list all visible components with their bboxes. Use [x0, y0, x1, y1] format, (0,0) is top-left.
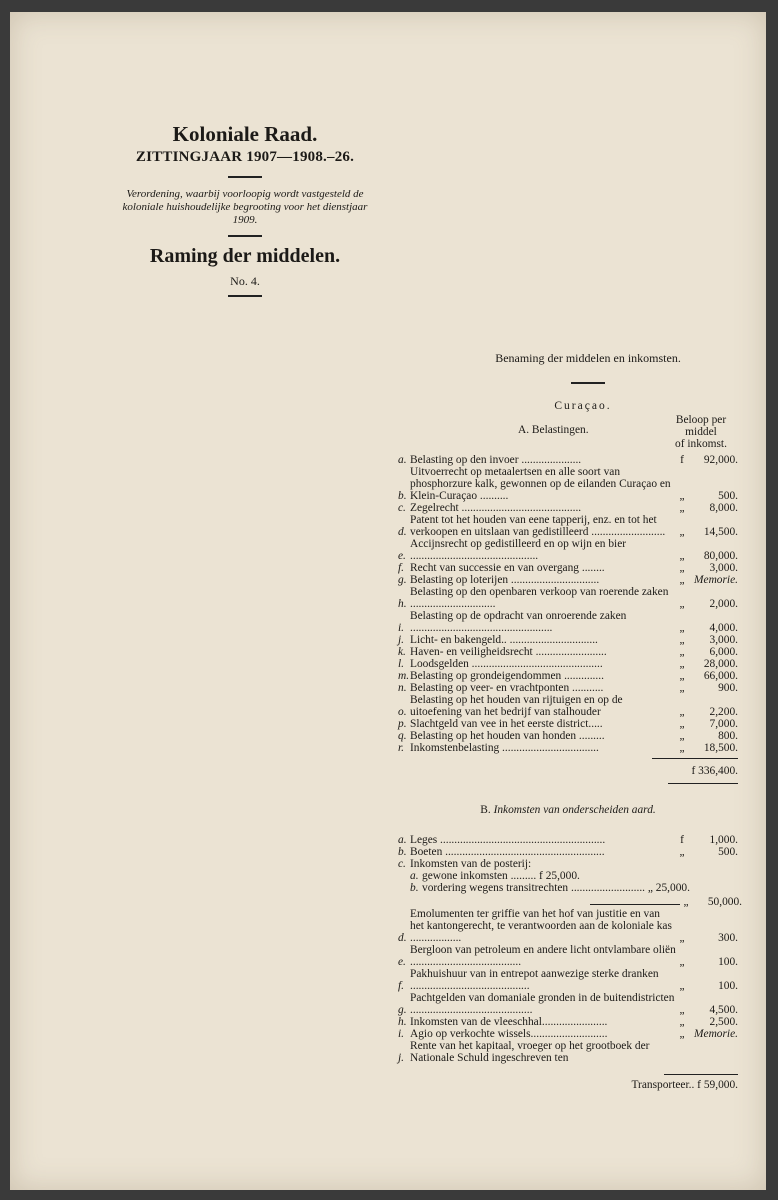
- row-text: Belasting op den invoer .....................: [410, 454, 582, 466]
- table-row: [398, 454, 738, 466]
- row-amount: 80,000.: [703, 550, 738, 562]
- row-amount: 300.: [718, 932, 738, 944]
- row-letter: d.: [398, 932, 407, 944]
- row-text: Leges ..........................................................: [410, 834, 606, 846]
- row-currency: „: [679, 846, 685, 858]
- row-amount: 100.: [718, 956, 738, 968]
- row-currency: „: [679, 718, 685, 730]
- row-amount: 4,000.: [709, 622, 738, 634]
- row-text: Pachtgelden van domaniale gronden in de buitendistricten ...........................................: [410, 992, 675, 1016]
- table-row: [398, 634, 738, 646]
- row-amount: 2,000.: [709, 598, 738, 610]
- table-row: [398, 502, 738, 514]
- row-text: Zegelrecht ..........................................: [410, 502, 582, 514]
- row-letter: b.: [398, 846, 407, 858]
- council-title: Koloniale Raad.: [172, 122, 318, 146]
- row-text: Belasting op het houden van rijtuigen en op de uitoefening van het bedrijf van stalhouder: [410, 694, 623, 718]
- amount-header-line-1: Beloop per: [675, 414, 727, 426]
- row-amount: 18,500.: [703, 742, 738, 754]
- row-amount: 8,000.: [709, 502, 738, 514]
- row-letter: c.: [398, 858, 406, 870]
- table-row: [398, 610, 738, 634]
- sub-row-letter: a.: [410, 870, 419, 882]
- row-letter: h.: [398, 1016, 407, 1028]
- row-amount: 500.: [718, 846, 738, 858]
- row-amount: 3,000.: [709, 562, 738, 574]
- row-letter: n.: [398, 682, 407, 694]
- row-text: Inkomsten van de posterij:: [410, 858, 532, 870]
- row-text: Uitvoerrecht op metaalertsen en alle soort van phosphorzure kalk, gewonnen op de eilanden Curaçao en Klein-Curaçao ..........: [410, 466, 671, 502]
- row-currency: „: [679, 1028, 685, 1040]
- row-letter: l.: [398, 658, 405, 670]
- table-heading: Benaming der middelen en inkomsten.: [495, 351, 681, 365]
- table-row: [398, 742, 738, 754]
- row-letter: p.: [398, 718, 407, 730]
- section-b-header: [398, 804, 738, 816]
- row-text: Agio op verkochte wissels...........................: [410, 1028, 608, 1040]
- row-currency: „: [679, 598, 685, 610]
- section-a-total: f 336,400.: [691, 765, 738, 777]
- row-amount: 92,000.: [703, 454, 738, 466]
- table-row: [398, 586, 738, 610]
- table-row: [398, 682, 738, 694]
- row-text: Belasting op grondeigendommen ..............: [410, 670, 604, 682]
- table-row: [398, 896, 742, 908]
- row-currency: „: [679, 730, 685, 742]
- row-amount: 66,000.: [703, 670, 738, 682]
- total-rule: [652, 758, 738, 759]
- row-currency: „: [679, 932, 685, 944]
- header-divider-3: [228, 295, 262, 297]
- section-a-header: [398, 414, 738, 454]
- row-currency: „: [679, 550, 685, 562]
- row-currency: „: [679, 1016, 685, 1028]
- row-currency: „: [679, 1004, 685, 1016]
- row-text: Inkomsten van de vleeschhal.......................: [410, 1016, 608, 1028]
- revenue-table: [398, 351, 742, 1091]
- table-row: [398, 466, 738, 502]
- row-letter: o.: [398, 706, 407, 718]
- section-b-rows: [398, 834, 738, 858]
- table-row: [398, 992, 738, 1016]
- row-text: Emolumenten ter griffie van het hof van justitie en van het kantongerecht, te verantwoorden aan de koloniale kas ..................: [410, 908, 672, 944]
- row-amount: 14,500.: [703, 526, 738, 538]
- header-divider-2: [228, 235, 262, 237]
- row-text: Patent tot het houden van eene tapperij, enz. en tot het verkoopen en uitslaan van gedistilleerd ..........................: [410, 514, 666, 538]
- row-letter: k.: [398, 646, 406, 658]
- row-amount: 900.: [718, 682, 738, 694]
- row-text: Bergloon van petroleum en andere licht ontvlambare oliën .......................................: [410, 944, 676, 968]
- row-amount: Memorie.: [694, 1028, 738, 1040]
- total-underline: [668, 783, 738, 784]
- table-row: [398, 514, 738, 538]
- table-row: [398, 944, 738, 968]
- sub-row-text: gewone inkomsten ......... f 25,000.: [422, 870, 580, 882]
- row-amount: 4,500.: [709, 1004, 738, 1016]
- row-text: Accijnsrecht op gedistilleerd en op wijn en bier .............................................: [410, 538, 627, 562]
- row-currency: „: [683, 896, 689, 908]
- row-currency: „: [679, 574, 685, 586]
- row-currency: „: [679, 742, 685, 754]
- row-letter: f.: [398, 562, 405, 574]
- row-text: Licht- en bakengeld.. ...............................: [410, 634, 598, 646]
- row-currency: „: [679, 956, 685, 968]
- sub-row-letter: b.: [410, 882, 419, 894]
- table-row: [398, 834, 738, 846]
- row-currency: „: [679, 622, 685, 634]
- table-row: [398, 968, 738, 992]
- table-row: [398, 908, 738, 944]
- row-text: Belasting op het houden van honden .........: [410, 730, 605, 742]
- row-letter: q.: [398, 730, 407, 742]
- row-amount: 28,000.: [703, 658, 738, 670]
- row-amount: 6,000.: [709, 646, 738, 658]
- table-row: [398, 646, 738, 658]
- row-amount: 500.: [718, 490, 738, 502]
- row-letter: r.: [398, 742, 405, 754]
- section-b-letter: B.: [480, 804, 491, 816]
- row-amount: 2,200.: [709, 706, 738, 718]
- section-a-title: A. Belastingen.: [518, 424, 589, 436]
- amount-header-line-2: middel: [685, 426, 717, 438]
- row-currency: „: [679, 658, 685, 670]
- transport-rule: [664, 1074, 738, 1075]
- row-text: Inkomstenbelasting ..................................: [410, 742, 599, 754]
- table-divider: [571, 382, 605, 384]
- row-text: Loodsgelden ..............................................: [410, 658, 603, 670]
- row-text: Rente van het kapitaal, vroeger op het grootboek der Nationale Schuld ingeschreven ten: [410, 1040, 650, 1064]
- ordinance-text: Verordening, waarbij voorloopig wordt vastgesteld de koloniale huishoudelijke begrooting voor het dienstjaar 1909.: [122, 188, 368, 226]
- row-letter: e.: [398, 550, 406, 562]
- sub-row: [398, 870, 738, 882]
- row-currency: „: [679, 634, 685, 646]
- row-letter: a.: [398, 454, 407, 466]
- amount-column-header: [666, 414, 736, 450]
- document-header: [120, 122, 370, 307]
- session-year: ZITTINGJAAR 1907—1908.–26.: [135, 149, 355, 165]
- row-amount: 2,500.: [709, 1016, 738, 1028]
- row-letter: d.: [398, 526, 407, 538]
- row-text: Belasting op veer- en vrachtponten ...........: [410, 682, 604, 694]
- table-row: [398, 694, 738, 718]
- row-letter: c.: [398, 502, 406, 514]
- amount-header-line-3: of inkomst.: [675, 438, 727, 450]
- row-letter: h.: [398, 598, 407, 610]
- row-currency: „: [679, 682, 685, 694]
- row-currency: „: [679, 670, 685, 682]
- document-number: No. 4.: [230, 274, 260, 288]
- section-a-rows: [398, 454, 738, 754]
- table-row: [398, 858, 738, 870]
- row-currency: „: [679, 490, 685, 502]
- row-text: Slachtgeld van vee in het eerste district.....: [410, 718, 603, 730]
- row-currency: „: [679, 502, 685, 514]
- table-row: [398, 1040, 738, 1064]
- row-currency: „: [679, 526, 685, 538]
- table-row: [398, 1016, 738, 1028]
- row-currency: „: [679, 646, 685, 658]
- section-b-rows-continued: [398, 908, 738, 1064]
- table-row: [398, 670, 738, 682]
- row-currency: „: [679, 706, 685, 718]
- row-letter: j.: [398, 1052, 405, 1064]
- row-letter: f.: [398, 980, 405, 992]
- sub-row: [398, 882, 738, 894]
- section-b-title: Inkomsten van onderscheiden aard.: [493, 804, 656, 816]
- row-amount: 7,000.: [709, 718, 738, 730]
- row-letter: i.: [398, 622, 405, 634]
- row-text: Boeten ........................................................: [410, 846, 605, 858]
- row-text: Belasting op loterijen ...............................: [410, 574, 600, 586]
- row-amount: 1,000.: [709, 834, 738, 846]
- row-text: Haven- en veiligheidsrecht .........................: [410, 646, 607, 658]
- row-amount: 50,000.: [707, 896, 742, 908]
- table-row: [398, 730, 738, 742]
- row-currency: f: [680, 454, 684, 466]
- row-amount: 100.: [718, 980, 738, 992]
- row-amount: 3,000.: [709, 634, 738, 646]
- table-row: [398, 562, 738, 574]
- sub-row-text: vordering wegens transitrechten .......................... „ 25,000.: [422, 882, 690, 894]
- row-letter: i.: [398, 1028, 405, 1040]
- row-letter: j.: [398, 634, 405, 646]
- row-letter: e.: [398, 956, 406, 968]
- row-text: Belasting op den openbaren verkoop van roerende zaken ..............................: [410, 586, 669, 610]
- row-currency: „: [679, 562, 685, 574]
- row-currency: f: [680, 834, 684, 846]
- row-currency: „: [679, 980, 685, 992]
- row-letter: m.: [398, 670, 410, 682]
- row-text: Belasting op de opdracht van onroerende zaken ..................................................: [410, 610, 627, 634]
- row-text: Pakhuishuur van in entrepot aanwezige sterke dranken ..........................................: [410, 968, 659, 992]
- document-page: [10, 12, 766, 1190]
- table-row: [398, 718, 738, 730]
- row-amount: 800.: [718, 730, 738, 742]
- header-divider: [228, 176, 262, 178]
- transport-total: Transporteer.. f 59,000.: [631, 1079, 738, 1091]
- raming-title: Raming der middelen.: [149, 245, 341, 267]
- row-text: Recht van successie en van overgang ........: [410, 562, 605, 574]
- table-row: [398, 658, 738, 670]
- row-letter: g.: [398, 574, 407, 586]
- row-amount: Memorie.: [694, 574, 738, 586]
- row-letter: a.: [398, 834, 407, 846]
- region-heading: Curaçao.: [554, 400, 612, 412]
- row-letter: g.: [398, 1004, 407, 1016]
- table-row: [398, 846, 738, 858]
- table-row: [398, 538, 738, 562]
- table-row: [398, 1028, 738, 1040]
- row-letter: b.: [398, 490, 407, 502]
- table-row: [398, 574, 738, 586]
